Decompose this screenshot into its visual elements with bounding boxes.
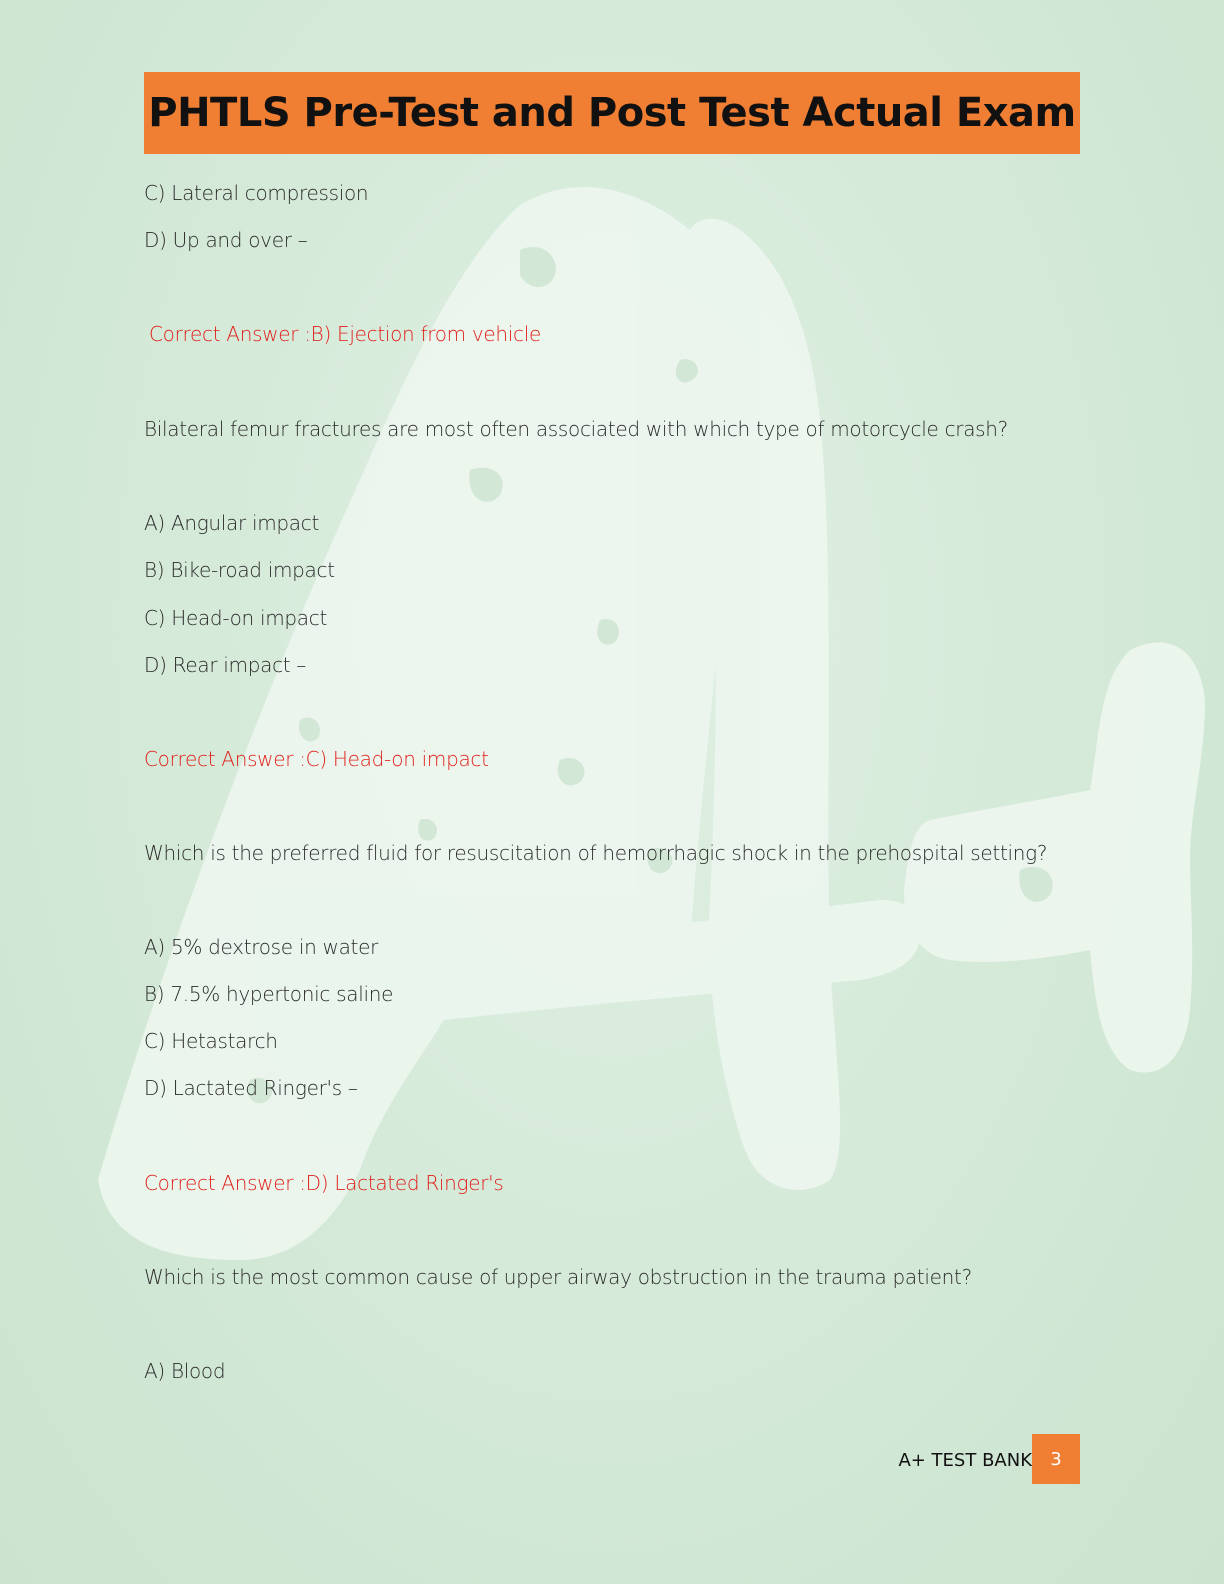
option-line: D) Up and over – — [144, 228, 308, 252]
footer-label: A+ TEST BANK — [898, 1450, 1032, 1471]
option-line: C) Head-on impact — [144, 606, 328, 630]
option-line: D) Lactated Ringer's – — [144, 1076, 358, 1100]
option-line: A) Angular impact — [144, 511, 319, 535]
option-line: C) Hetastarch — [144, 1029, 278, 1053]
header-bar — [144, 72, 1080, 154]
option-line: A) Blood — [144, 1359, 226, 1383]
option-line: C) Lateral compression — [144, 181, 369, 205]
option-line: B) 7.5% hypertonic saline — [144, 982, 394, 1006]
page-number-box — [1032, 1434, 1080, 1484]
question-line: Which is the most common cause of upper airway obstruction in the trauma patient? — [144, 1265, 972, 1289]
question-line: Bilateral femur fractures are most often associated with which type of motorcycle crash? — [144, 417, 1008, 441]
page-title: PHTLS Pre-Test and Post Test Actual Exam — [148, 90, 1076, 136]
correct-answer-line: Correct Answer :B) Ejection from vehicle — [149, 322, 542, 346]
correct-answer-line: Correct Answer :C) Head-on impact — [144, 747, 489, 771]
option-line: B) Bike-road impact — [144, 558, 335, 582]
page-number: 3 — [1050, 1448, 1062, 1470]
correct-answer-line: Correct Answer :D) Lactated Ringer's — [144, 1171, 504, 1195]
question-line: Which is the preferred fluid for resuscitation of hemorrhagic shock in the prehospital setting? — [144, 841, 1048, 865]
option-line: D) Rear impact – — [144, 653, 307, 677]
option-line: A) 5% dextrose in water — [144, 935, 379, 959]
